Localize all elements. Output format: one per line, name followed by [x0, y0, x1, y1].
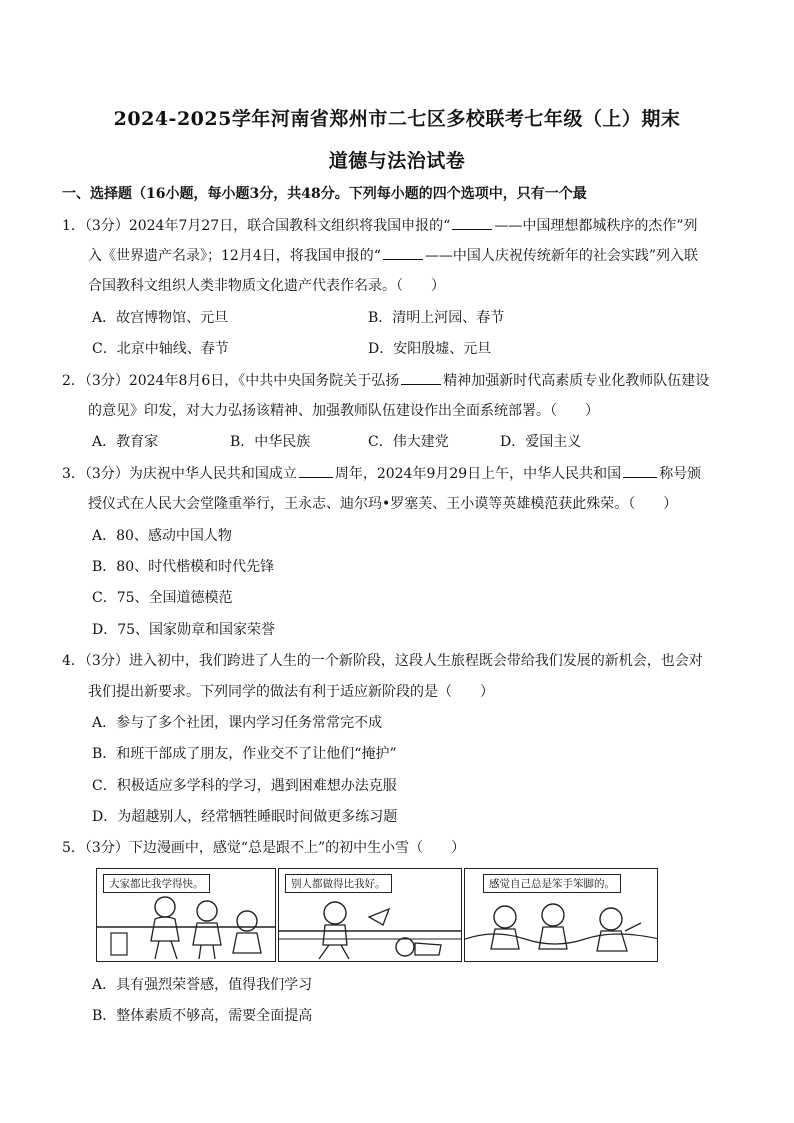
- exam-title-line1: 2024-2025学年河南省郑州市二七区多校联考七年级（上）期末: [113, 108, 681, 130]
- q5-option-a: A．具有强烈荣誉感，值得我们学习: [92, 977, 313, 993]
- q3-option-a: A．80、感动中国人物: [92, 528, 232, 544]
- q4-option-b: B．和班干部成了朋友，作业交不了让他们“掩护”: [92, 746, 397, 762]
- q1-option-a: A．故宫博物馆、元旦: [92, 310, 229, 326]
- q1-line2: 入《世界遗产名录》；12月4日，将我国申报的“ ——中国人庆祝传统新年的社会实践”列入联: [88, 245, 698, 266]
- q1-line1: 1．（3分）2024年7月27日，联合国教科文组织将我国申报的“ ——中国理想都城秩序的杰作”列: [62, 215, 698, 236]
- q3-option-d: D．75、国家勋章和国家荣誉: [92, 622, 276, 638]
- q3-option-b: B．80、时代楷模和时代先锋: [92, 559, 275, 575]
- q5-line1: 5．（3分）下边漫画中，感觉“总是跟不上”的初中生小雪（ ）: [62, 840, 466, 856]
- comic-panel-2: [278, 868, 462, 962]
- q1-line3: 合国教科文组织人类非物质文化遗产代表作名录。（ ）: [88, 278, 445, 294]
- section-heading: 一、选择题（16小题，每小题3分，共48分。下列每小题的四个选项中，只有一个最: [62, 186, 587, 202]
- comic-caption-1: 大家都比我学得快。: [103, 874, 210, 893]
- blank: [623, 463, 657, 478]
- q3-option-c: C．75、全国道德模范: [92, 590, 233, 606]
- q3-line2: 授仪式在人民大会堂隆重举行，王永志、迪尔玛•罗塞芙、王小谟等英雄模范获此殊荣。（ ）: [88, 496, 678, 512]
- q2-line1: 2．（3分）2024年8月6日，《中共中央国务院关于弘扬 精神加强新时代高素质专业化教师队伍建设: [62, 370, 709, 391]
- blank: [452, 215, 492, 230]
- q2-option-b: B．中华民族: [230, 434, 311, 450]
- blank: [401, 370, 441, 385]
- exam-title-line2: 道德与法治试卷: [328, 150, 466, 172]
- comic-panel-3: [464, 868, 658, 962]
- q2-line2: 的意见》印发，对大力弘扬该精神、加强教师队伍建设作出全面系统部署。（ ）: [88, 403, 599, 419]
- blank: [299, 463, 333, 478]
- q4-line2: 我们提出新要求。下列同学的做法有利于适应新阶段的是（ ）: [88, 684, 494, 700]
- q4-option-d: D．为超越别人，经常牺牲睡眠时间做更多练习题: [92, 809, 398, 825]
- comic-caption-3: 感觉自己总是笨手笨脚的。: [483, 874, 621, 893]
- q3-line1: 3．（3分）为庆祝中华人民共和国成立 周年，2024年9月29日上午，中华人民共和国 称号颁: [62, 463, 701, 484]
- q2-option-a: A．教育家: [92, 434, 159, 450]
- comic-caption-2: 别人都做得比我好。: [285, 874, 392, 893]
- q1-option-b: B．清明上河园、春节: [368, 310, 505, 326]
- q5-option-b: B．整体素质不够高，需要全面提高: [92, 1008, 313, 1024]
- q1-option-c: C．北京中轴线、春节: [92, 341, 229, 357]
- comic-panel-1: [96, 868, 276, 962]
- q2-option-c: C．伟大建党: [368, 434, 449, 450]
- q4-line1: 4．（3分）进入初中，我们跨进了人生的一个新阶段，这段人生旅程既会带给我们发展的新机会，也会对: [62, 653, 703, 669]
- q1-option-d: D．安阳殷墟、元旦: [368, 341, 492, 357]
- blank: [383, 245, 423, 260]
- q2-option-d: D．爱国主义: [500, 434, 582, 450]
- q4-option-c: C．积极适应多学科的学习，遇到困难想办法克服: [92, 778, 397, 794]
- comic-strip: [96, 868, 658, 962]
- q4-option-a: A．参与了多个社团，课内学习任务常常完不成: [92, 715, 383, 731]
